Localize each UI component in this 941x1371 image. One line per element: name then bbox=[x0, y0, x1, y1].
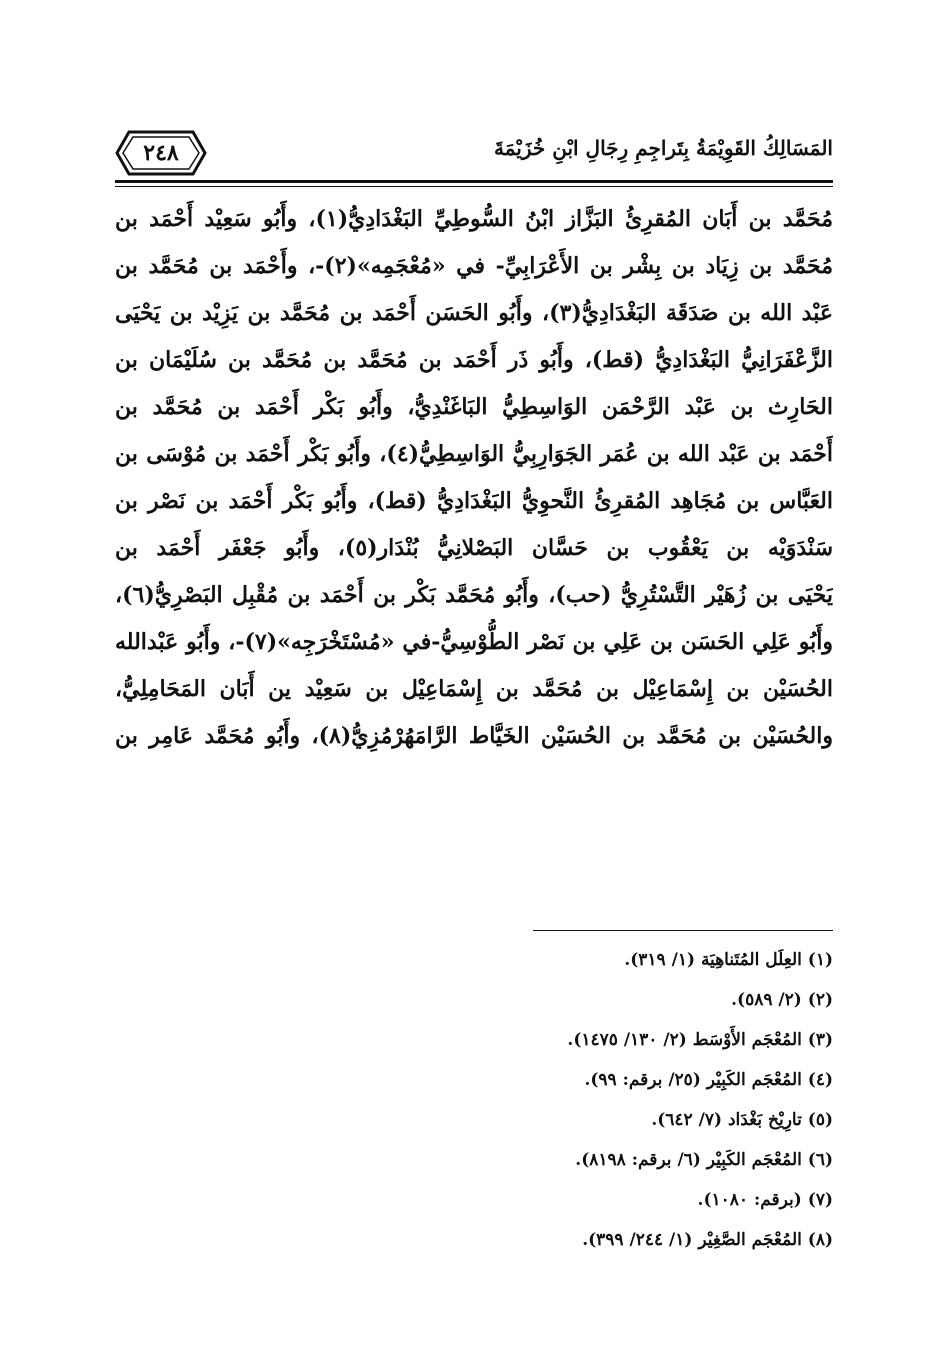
page-number: ٢٤٨ bbox=[143, 140, 179, 166]
footnote: (١) العِلَل المُتَناهِيَة (١/ ٣١٩). bbox=[624, 950, 833, 970]
footnote: (٦) المُعْجَم الكَبِيْر (٦/ برقم: ٨١٩٨). bbox=[575, 1150, 833, 1170]
footnote: (٨) المُعْجَم الصَّغِيْر (١/ ٢٤٤/ ٣٩٩). bbox=[582, 1230, 833, 1250]
text-line: يَحْيَى بن زُهَيْر التَّسْتُرِيُّ (حب)، وأَبُو مُحَمَّد بَكْر بن أَحْمَد بن مُقْبِل البَصْرِيُّ(٦)، bbox=[115, 582, 833, 608]
footnote: (٣) المُعْجَم الأَوْسَط (٢/ ١٣٠/ ١٤٧٥). bbox=[567, 1030, 833, 1050]
text-line: أَحْمَد بن عَبْد الله بن عُمَر الجَوَارِبِيُّ الوَاسِطِيُّ(٤)، وأَبُو بَكْر أَحْمَد بن مُوْسَى بن bbox=[115, 441, 833, 467]
footnote: (٤) المُعْجَم الكَبِيْر (٢٥/ برقم: ٩٩). bbox=[584, 1070, 833, 1090]
page-header bbox=[115, 128, 833, 184]
main-text bbox=[115, 196, 833, 760]
footnotes bbox=[115, 940, 833, 1260]
text-line: الزَّعْفَرَانِيُّ البَغْدَادِيُّ (قط)، وأَبُو ذَر أَحْمَد بن مُحَمَّد بن مُحَمَّد بن سُلَيْمَان بن bbox=[115, 347, 833, 373]
footnote: (٥) تارِيْخ بَغْدَاد (٧/ ٦٤٢). bbox=[651, 1110, 833, 1130]
running-title: المَسَالِكُ القَوِيْمَةُ بِتَراجِمِ رِجَالِ ابْنِ خُزَيْمَةَ bbox=[494, 136, 833, 160]
text-line: الحُسَيْن بن إِسْمَاعِيْل بن مُحَمَّد بن إِسْمَاعِيْل بن سَعِيْد ين أَبَان المَحَامِلِيُّ، bbox=[115, 676, 833, 702]
text-line: مُحَمَّد بن أَبَان المُقرِئُ البَزَّاز ابْنُ السُّوطِيِّ البَغْدَادِيُّ(١)، وأَبُو سَعِيْد أَحْمَد بن bbox=[115, 206, 833, 232]
text-line: الحَارِث بن عَبْد الرَّحْمَن الوَاسِطِيُّ البَاغَنْدِيُّ، وأَبُو بَكْر أَحْمَد بن مُحَمَّد بن bbox=[115, 394, 833, 420]
footnote: (٢) (٢/ ٥٨٩). bbox=[731, 990, 833, 1010]
text-line: سَنْدَوَيْه بن يَعْقُوب بن حَسَّان البَصْلانِيُّ بُنْدَار(٥)، وأَبُو جَعْفَر أَحْمَد بن bbox=[115, 535, 833, 561]
footnote-separator bbox=[533, 930, 833, 931]
header-rule bbox=[115, 180, 833, 183]
header-rule-thin bbox=[115, 186, 833, 187]
page-number-badge bbox=[115, 128, 207, 178]
text-line: مُحَمَّد بن زِيَاد بن بِشْر بن الأَعْرَابِيِّ- في «مُعْجَمِه»(٢)-، وأَحْمَد بن مُحَمَّد بن bbox=[115, 253, 833, 279]
text-line: والحُسَيْن بن مُحَمَّد بن الحُسَيْن الخَيَّاط الرَّامَهُرْمُزِيُّ(٨)، وأَبُو مُحَمَّد عَامِر بن bbox=[115, 723, 833, 749]
text-line: العَبَّاس بن مُجَاهِد المُقرِئُ النَّحوِيُّ البَغْدَادِيُّ (قط)، وأَبُو بَكْر أَحْمَد بن نَصْر بن bbox=[115, 488, 833, 514]
text-line: وأَبُو عَلِي الحَسَن بن عَلِي بن نَصْر الطُّوْسِيُّ-في «مُسْتَخْرَجِه»(٧)-، وأَبُو عَبْدالله bbox=[115, 629, 833, 655]
text-line: عَبْد الله بن صَدَقَة البَغْدَادِيُّ(٣)، وأَبُو الحَسَن أَحْمَد بن مُحَمَّد بن يَزِيْد بن يَحْيَى bbox=[115, 300, 833, 326]
footnote: (٧) (برقم: ١٠٨٠). bbox=[697, 1190, 833, 1210]
